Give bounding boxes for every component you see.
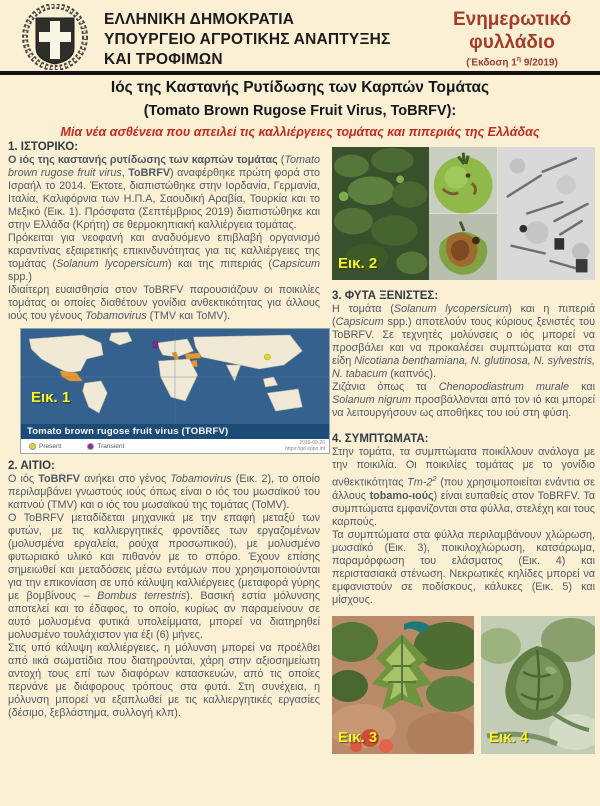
- bulletin-info: [432, 8, 592, 68]
- bulletin-title-line2: φυλλάδιο: [469, 32, 555, 53]
- figure-3-label: Εικ. 3: [338, 728, 378, 746]
- legend-present-label: Present: [39, 442, 62, 450]
- figure-1-map: [20, 328, 330, 454]
- figure-4-label: Εικ. 4: [489, 728, 529, 746]
- figure-2-fruit-photos: [429, 147, 497, 280]
- section-4-heading: 4. ΣΥΜΠΤΩΜΑΤΑ:: [332, 433, 429, 445]
- legend-transient-label: Transient: [97, 442, 125, 450]
- figure-2: [332, 147, 595, 280]
- section-2-paragraph-3: Στις υπό κάλυψη καλλιέργειες, η μόλυνση μπορεί να προέλθει από ιικά σωματίδια που διατηρούνται, χάρη στην αξιοσημείωτη αντοχή τους επί των διαφόρων κατασκευών, από τις οποίες περνάνε με διάφορους τρόπους στα φυτά. Στη συνέχεια, η μόλυνση μπορεί να εξαπλωθεί με τις καλλιεργητικές εργασίες (δέσιμο, ξεβλάστημα, συλλογή κλπ).: [8, 642, 320, 719]
- symptom-photos-row: [332, 616, 595, 754]
- bulletin-edition: (Έκδοση $1^\eta$ 9/2019): [466, 56, 558, 69]
- section-2-heading: 2. ΑΙΤΙΟ:: [8, 460, 55, 472]
- section-2-paragraph-2: Ο ToBRFV μεταδίδεται μηχανικά με την επαφή μεταξύ των φυτών, με τις καλλιεργητικές φροντίδες των εργαζομένων (μολυσμένα εργαλεία, ρούχα προσωπικού), με μολυσμένο φυτωριακό υλικό και πιθανόν με το σπόρο. Έχουν επίσης σημειωθεί και μεταδόσεις μέσω εντόμων που χρησιμοποιούνται για την επικονίαση σε υπό κάλυψη καλλιέργειες (μεταφορά γύρης με βομβίνους – Bombus terrestris). Βασική εστία μόλυνσης αποτελεί και το έδαφος, το οποίο, κυρίως αν παραμείνουν σε αυτό μολυσμένα φυτικά υπολείμματα, μπορεί να διατηρηθεί μολυσμένο τουλάχιστον για έξι (6) μήνες.: [8, 512, 320, 641]
- map-date: 2019-09-26: [299, 440, 325, 446]
- title-block: [0, 79, 600, 139]
- section-1-paragraph-2: Πρόκειται για νεοφανή και αναδυόμενο επιβλαβή οργανισμό καραντίνας εξαιρετικής επικινδυνότητας για τις καλλιέργειες της τομάτας (Solanum lycopersicum) και της πιπεριάς (Capsicum spp.): [8, 232, 320, 283]
- page-title-latin: (Tomato Brown Rugose Fruit Virus, ToBRFV):: [143, 103, 457, 119]
- left-column: [8, 141, 325, 720]
- section-4-paragraph-2: Τα συμπτώματα στα φύλλα περιλαμβάνουν χλώρωση, μωσαϊκό (Εικ. 3), ποικιλοχλώρωση, κατσάρωμα, παραμόρφωση του ελάσματος (Εικ. 4) και περιστασιακά στένωση. Νεκρωτικές κηλίδες μπορεί να εμφανιστούν σε ποδίσκους, κάλυκες (Εικ. 5) και μίσχους.: [332, 528, 595, 606]
- figure-2-label: Εικ. 2: [338, 255, 378, 272]
- ministry-line3: ΚΑΙ ΤΡΟΦΙΜΩΝ: [104, 51, 223, 68]
- map-source-url: https://gd.eppo.int: [285, 446, 325, 452]
- legend-present: [29, 443, 61, 450]
- figure-2-electron-micrograph: [498, 147, 595, 280]
- section-4-paragraph-1: Στην τομάτα, τα συμπτώματα ποικίλλουν ανάλογα με την ποικιλία. Οι ποικιλίες τομάτας με το γονίδιο ανθεκτικότητας $Tm-2^2$ (που χρησιμοποιείται ενάντια σε άλλους tobamo-ιούς) είναι ευπαθείς στον ToBRFV. Τα συμπτώματα εμφανίζονται στα φύλλα, στελέχη και τους καρπούς.: [332, 446, 595, 528]
- figure-1-label: Εικ. 1: [31, 389, 71, 406]
- section-1-paragraph-1: Ο ιός της καστανής ρυτίδωσης των καρπών τομάτας (Tomato brown rugose fruit virus, ToBRFV) αναφέρθηκε πρώτη φορά στο Ισραήλ το 2014. Έκτοτε, διαπιστώθηκε στην Ιορδανία, Γερμανία, Ιταλία, Καλιφόρνια των Η.Π.Α, Σαουδική Αραβία, Τουρκία και το Μεξικό (Εικ. 1). Πρόσφατα (Σεπτέμβριος 2019) διαπιστώθηκε και στην Ελλάδα (Κρήτη) σε θερμοκηπιακή καλλιέργεια τομάτας.: [8, 154, 321, 231]
- header: [0, 0, 600, 71]
- legend-transient: [87, 443, 124, 450]
- map-legend: [21, 439, 329, 453]
- figure-3: [332, 616, 474, 754]
- right-column: [332, 141, 595, 754]
- section-3-paragraph-2: Ζιζάνια όπως τα Chenopodiastrum murale και Solanum nigrum προσβάλλονται από τον ιό και μπορεί να λειτουργήσουν ως αποθήκες του ιού στη φύση.: [332, 381, 595, 419]
- header-divider: [0, 71, 600, 75]
- ministry-line2: ΥΠΟΥΡΓΕΙΟ ΑΓΡΟΤΙΚΗΣ ΑΝΑΠΤΥΞΗΣ: [104, 31, 391, 48]
- bulletin-title-line1: Ενημερωτικό: [452, 9, 572, 30]
- world-map-image: [21, 329, 329, 424]
- ministry-line1: ΕΛΛΗΝΙΚΗ ΔΗΜΟΚΡΑΤΙΑ: [104, 11, 295, 28]
- map-title-bar: Tomato brown rugose fruit virus (TOBRFV): [21, 424, 329, 439]
- section-3-heading: 3. ΦΥΤΑ ΞΕΝΙΣΤΕΣ:: [332, 290, 439, 302]
- section-3-paragraph-1: Η τομάτα (Solanum lycopersicum) και η πιπεριά (Capsicum spp.) αποτελούν τους κύριους ξενιστές του ToBRFV. Σε τεχνητές μολύνσεις ο ιός μπορεί να προσβάλει και να προκαλέσει συμπτώματα και στα είδη Nicotiana benthamiana, N. glutinosa, N. sylvestris, N. tabacum (καπνός).: [332, 303, 595, 380]
- greek-coat-of-arms-icon: [14, 4, 96, 70]
- section-1-heading: 1. ΙΣΤΟΡΙΚΟ:: [8, 141, 79, 153]
- present-marker-icon: [29, 443, 36, 450]
- transient-marker-icon: [87, 443, 94, 450]
- figure-4: [481, 616, 595, 754]
- section-2-paragraph-1: Ο ιός ToBRFV ανήκει στο γένος Tobamovirus (Εικ. 2), το οποίο περιλαμβάνει γνωστούς ιούς όπως είναι ο ιός του μωσαϊκού του καπνού (TMV) και ο ιός του μωσαϊκού της τομάτας (ToMV).: [8, 473, 320, 511]
- ministry-name: [104, 10, 444, 70]
- page-title-greek: Ιός της Καστανής Ρυτίδωσης των Καρπών Τομάτας: [110, 79, 490, 96]
- map-credit: [285, 440, 325, 452]
- section-1-paragraph-3: Ιδιαίτερη ευαισθησία στον ToBRFV παρουσιάζουν οι ποικιλίες τομάτας οι οποίες διαθέτουν γονίδια ανθεκτικότητας για άλλους ιούς του γένους Tobamovirus (TMV και ToMV).: [8, 284, 320, 322]
- page-subtitle: Μία νέα ασθένεια που απειλεί τις καλλιέργειες τομάτας και πιπεριάς της Ελλάδας: [60, 125, 540, 139]
